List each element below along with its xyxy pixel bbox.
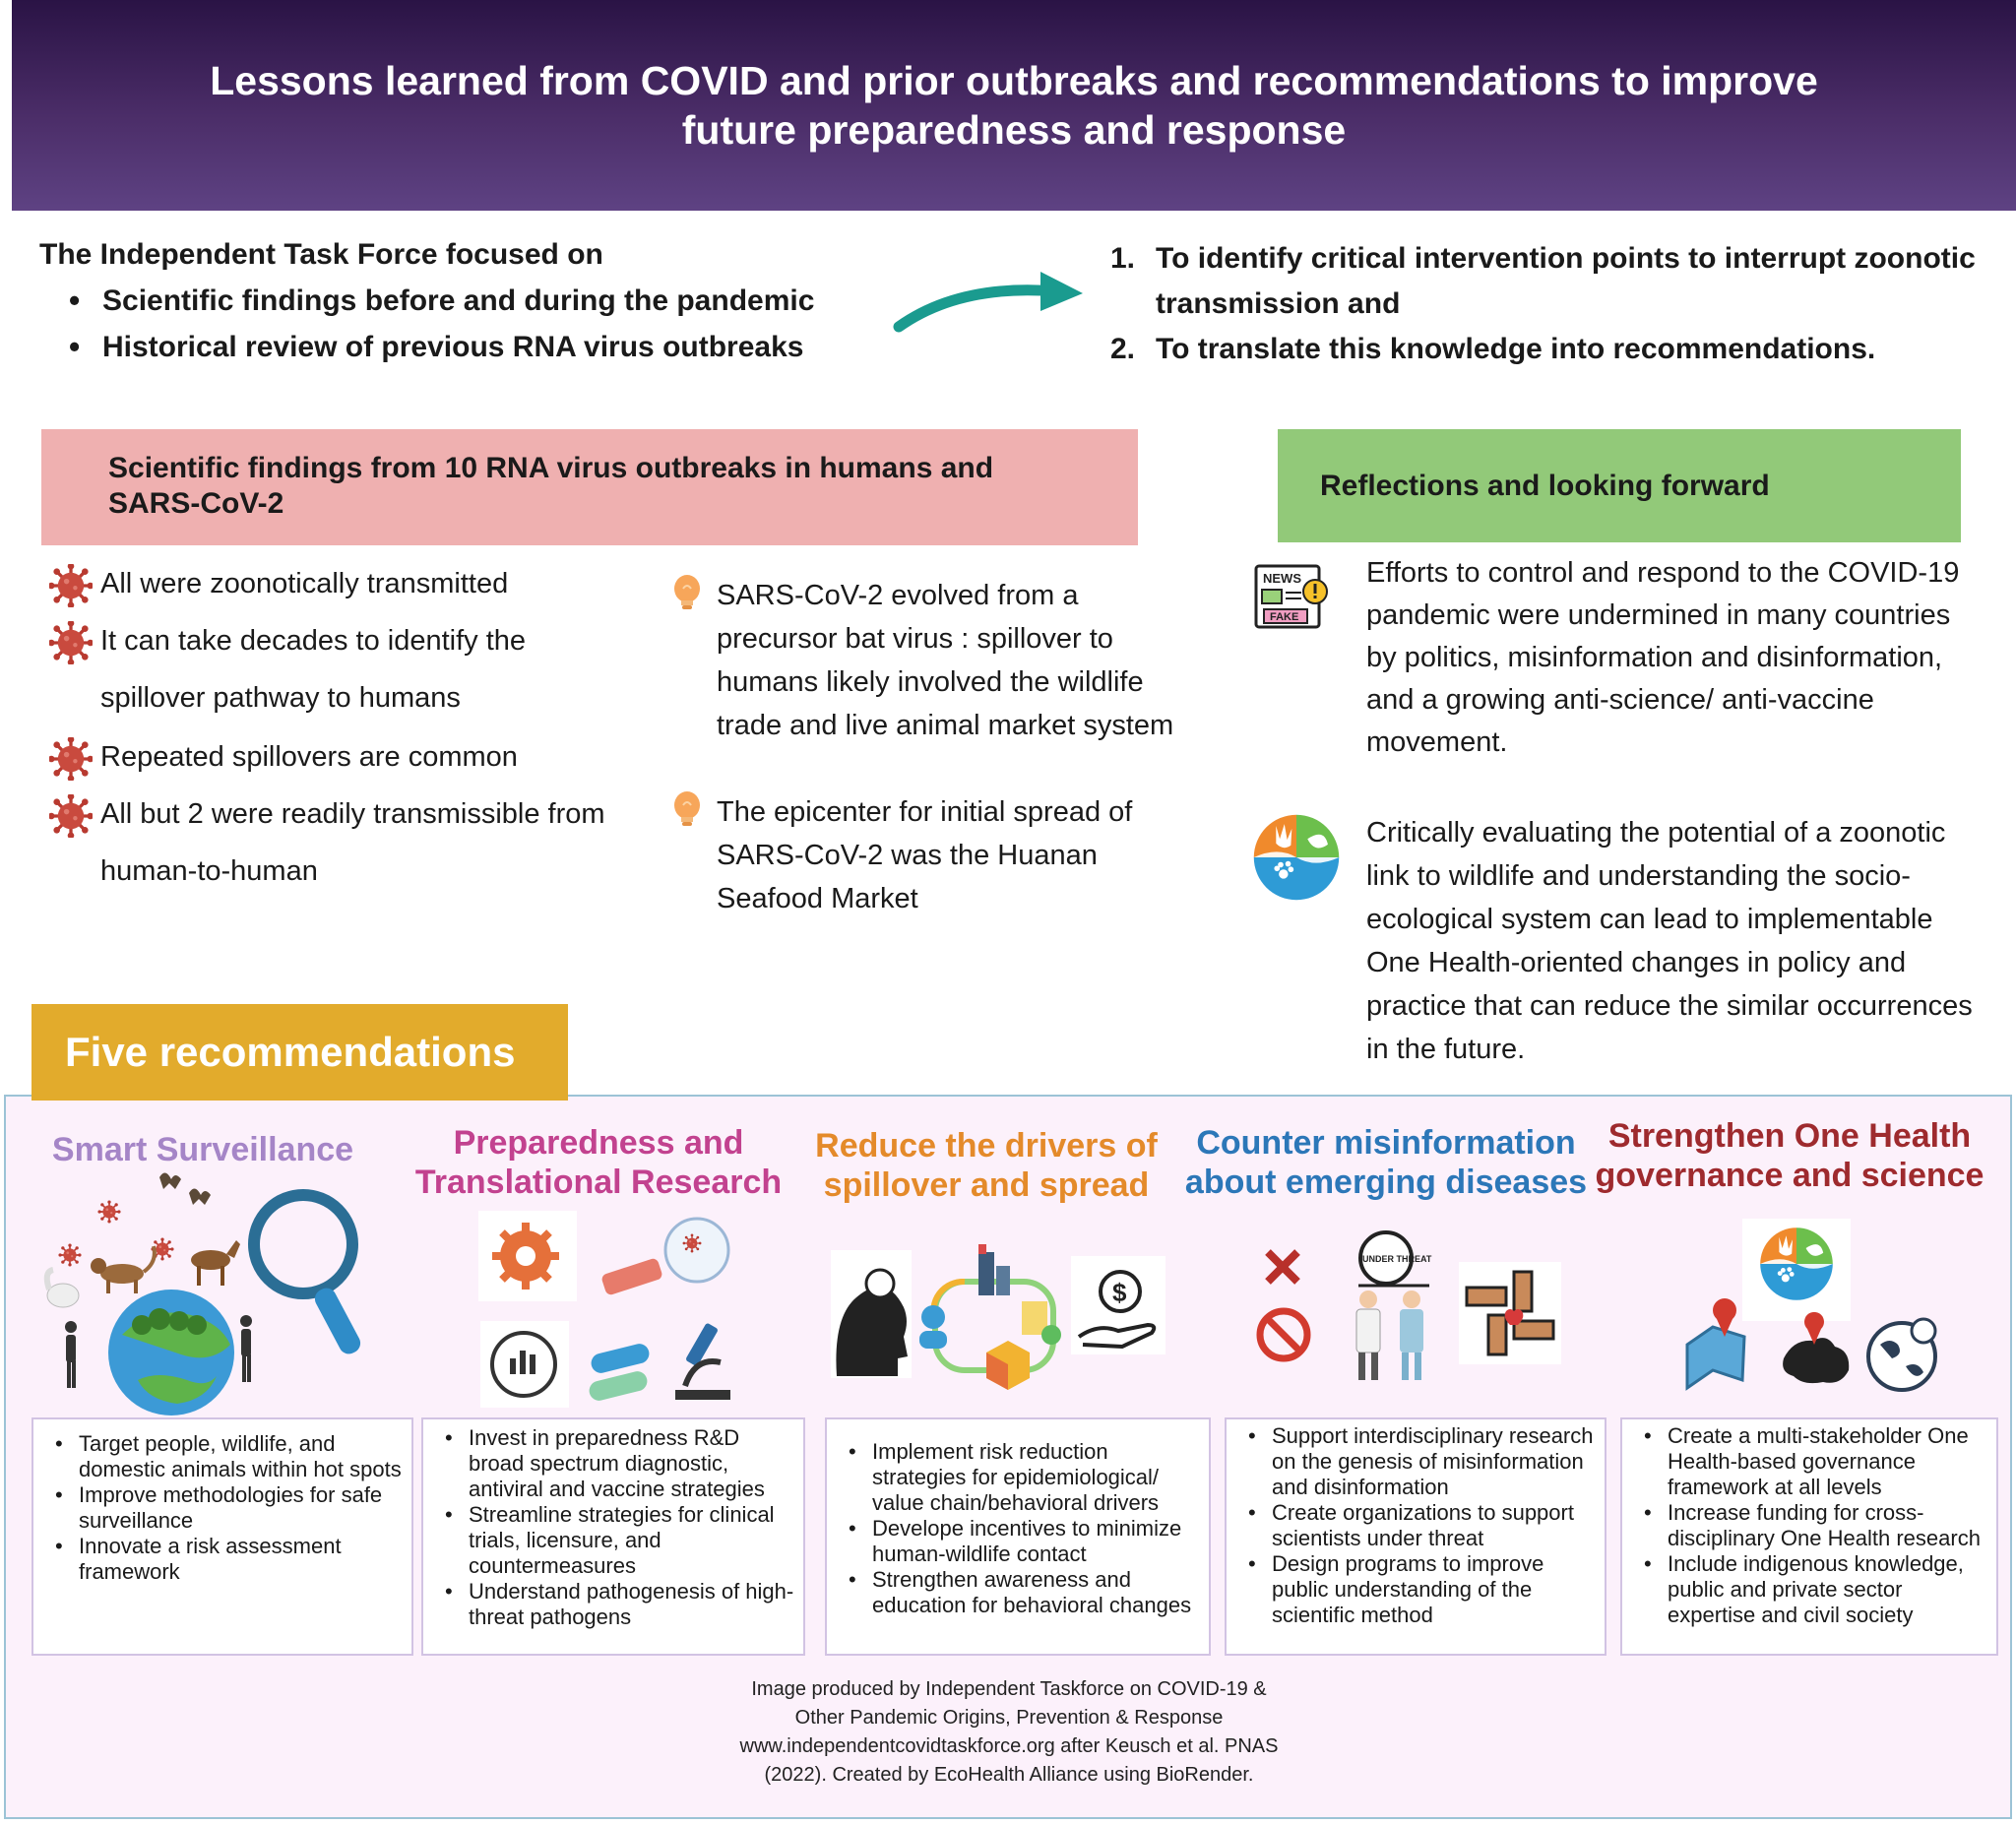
rec-item: • Design programs to improve public understanding of the scientific method — [1244, 1551, 1597, 1628]
misinformation-illustration — [1242, 1228, 1567, 1382]
goose-icon — [47, 1270, 79, 1307]
reflections-heading: Reflections and looking forward — [1320, 469, 1770, 502]
hands-heart-icon — [1459, 1262, 1561, 1364]
person-icon — [240, 1315, 252, 1382]
rec-box-one-health — [1620, 1417, 1998, 1656]
finding-item: The epicenter for initial spread of SARS-CoV-2 was the Huanan Seafood Market — [669, 790, 1179, 920]
rec-item: • Create a multi-stakeholder One Health-based governance framework at all levels — [1640, 1423, 1988, 1500]
reflection-item: NEWS FAKE Efforts to control and respond to the COVID-19 pandemic were undermined in many countries by politics, misinformation and disinformation, and a growing anti-science/ anti-vaccine movement. — [1250, 552, 1986, 764]
virus-icon — [49, 737, 93, 781]
virus-icon — [49, 794, 93, 838]
map-pin-icon — [1687, 1298, 1744, 1388]
teal-arrow-icon — [891, 266, 1088, 335]
rec-item: • Increase funding for cross-disciplinary One Health research — [1640, 1500, 1988, 1551]
one-health-illustration — [1673, 1219, 1969, 1394]
bat-icon — [159, 1172, 181, 1189]
drivers-illustration — [831, 1242, 1166, 1390]
page-title: Lessons learned from COVID and prior outbreaks and recommendations to improve future preparedness and response — [210, 58, 1818, 153]
global-map-icon — [1868, 1319, 1935, 1390]
rec-box-drivers — [825, 1417, 1211, 1656]
finding-item: All but 2 were readily transmissible from human-to-human — [49, 786, 632, 900]
rec-item: • Invest in preparedness R&D broad spectrum diagnostic, antiviral and vaccine strategies — [441, 1425, 795, 1502]
virus-icon — [49, 621, 93, 664]
intro-bullet: • Scientific findings before and during the pandemic — [69, 278, 886, 324]
one-health-icon — [1759, 1227, 1835, 1302]
rec-item: • Develope incentives to minimize human-wildlife contact — [845, 1516, 1201, 1567]
bat-icon — [189, 1188, 211, 1205]
person-icon — [65, 1321, 77, 1388]
monkey-icon — [91, 1246, 155, 1293]
goal-item: 2. To translate this knowledge into recommendations. — [1110, 333, 1876, 365]
intro-heading: The Independent Task Force focused on — [39, 238, 603, 271]
fake-news-icon — [1250, 552, 1333, 635]
horse-icon — [191, 1240, 240, 1286]
rec-title-misinformation: Counter misinformation about emerging diseases — [1184, 1124, 1588, 1201]
vaccine-vial-icon — [600, 1219, 728, 1296]
rec-item: • Support interdisciplinary research on the genesis of misinformation and disinformation — [1244, 1423, 1597, 1500]
gear-cycle-icon — [478, 1211, 577, 1301]
cross-icon — [1268, 1252, 1297, 1282]
image-credit: Image produced by Independent Taskforce on COVID-19 & Other Pandemic Origins, Prevention & Response www.independentcovidtaskforce.org after Keusch et al. PNAS (2022). Created by EcoHealth Alliance using BioRender. — [739, 1678, 1279, 1786]
rec-item: • Understand pathogenesis of high-threat pathogens — [441, 1579, 795, 1630]
title-banner — [12, 0, 2016, 211]
intro-bullets — [69, 278, 886, 370]
svg-text:$: $ — [1112, 1278, 1127, 1307]
finding-item: Repeated spillovers are common — [49, 728, 632, 800]
rec-item: • Innovate a risk assessment framework — [51, 1534, 404, 1585]
rec-title-smart-surveillance: Smart Surveillance — [51, 1131, 354, 1168]
australia-pin-icon — [1783, 1312, 1849, 1383]
head-lightbulb-icon — [831, 1250, 912, 1378]
svg-text:FAKE: FAKE — [1270, 611, 1299, 623]
preparedness-illustration — [478, 1211, 744, 1408]
finding-item: All were zoonotically transmitted — [49, 555, 632, 627]
intro-bullet: • Historical review of previous RNA virus outbreaks — [69, 324, 886, 370]
recommendations-heading: Five recommendations — [65, 1029, 516, 1075]
rec-item: • Create organizations to support scientists under threat — [1244, 1500, 1597, 1551]
rec-title-drivers: Reduce the drivers of spillover and spread — [815, 1127, 1158, 1204]
magnifying-glass-icon — [254, 1195, 364, 1357]
rec-item: • Strengthen awareness and education for behavioral changes — [845, 1567, 1201, 1618]
prohibited-icon — [1260, 1311, 1307, 1358]
rec-item: • Target people, wildlife, and domestic animals within hot spots — [51, 1431, 404, 1482]
rec-box-misinformation — [1225, 1417, 1606, 1656]
lightbulb-icon — [669, 574, 705, 613]
reflections-heading-box — [1278, 429, 1961, 542]
reflection-item: Critically evaluating the potential of a zoonotic link to wildlife and understanding the socio-ecological system can lead to implementable One Health-oriented changes in policy and practice that can reduce the similar occurrences in the future. — [1250, 811, 1986, 1071]
virus-icon — [58, 1243, 81, 1266]
under-threat-badge-icon — [1360, 1232, 1432, 1284]
scientists-icon — [1356, 1286, 1429, 1380]
recommendations-tab — [32, 1004, 568, 1101]
rec-title-one-health: Strengthen One Health governance and science — [1595, 1117, 1984, 1194]
one-health-icon — [1250, 811, 1343, 904]
virus-icon — [49, 564, 93, 607]
svg-text:UNDER THREAT: UNDER THREAT — [1362, 1254, 1432, 1264]
intro-focus — [39, 232, 886, 370]
virus-icon — [97, 1200, 120, 1223]
pills-icon — [587, 1342, 651, 1403]
rec-item: • Streamline strategies for clinical trials, licensure, and countermeasures — [441, 1502, 795, 1579]
rec-box-smart-surveillance — [32, 1417, 413, 1656]
rec-item: • Implement risk reduction strategies for epidemiological/ value chain/behavioral drivers — [845, 1439, 1201, 1516]
rec-item: • Improve methodologies for safe surveillance — [51, 1482, 404, 1534]
rec-item: • Include indigenous knowledge, public and private sector expertise and civil society — [1640, 1551, 1988, 1628]
findings-heading-box — [41, 429, 1138, 545]
rec-box-preparedness — [421, 1417, 805, 1656]
findings-heading: Scientific findings from 10 RNA virus outbreaks in humans and SARS-CoV-2 — [108, 452, 994, 520]
money-hand-icon — [1071, 1256, 1166, 1354]
earth-globe-icon — [108, 1290, 234, 1416]
cycle-diagram-icon — [919, 1244, 1061, 1390]
surveillance-illustration — [43, 1158, 378, 1416]
lightbulb-icon — [669, 790, 705, 830]
finding-item: SARS-CoV-2 evolved from a precursor bat virus : spillover to humans likely involved the wildlife trade and live animal market system — [669, 574, 1179, 747]
microscope-icon — [675, 1322, 730, 1400]
goal-item: 1. To identify critical intervention points to interrupt zoonotic transmission and — [1110, 242, 1976, 320]
finding-item: It can take decades to identify the spillover pathway to humans — [49, 612, 632, 726]
funding-chart-icon — [480, 1321, 569, 1408]
task-force-goals — [1110, 236, 1996, 372]
svg-text:NEWS: NEWS — [1263, 571, 1301, 586]
rec-title-preparedness: Preparedness and Translational Research — [414, 1124, 783, 1201]
